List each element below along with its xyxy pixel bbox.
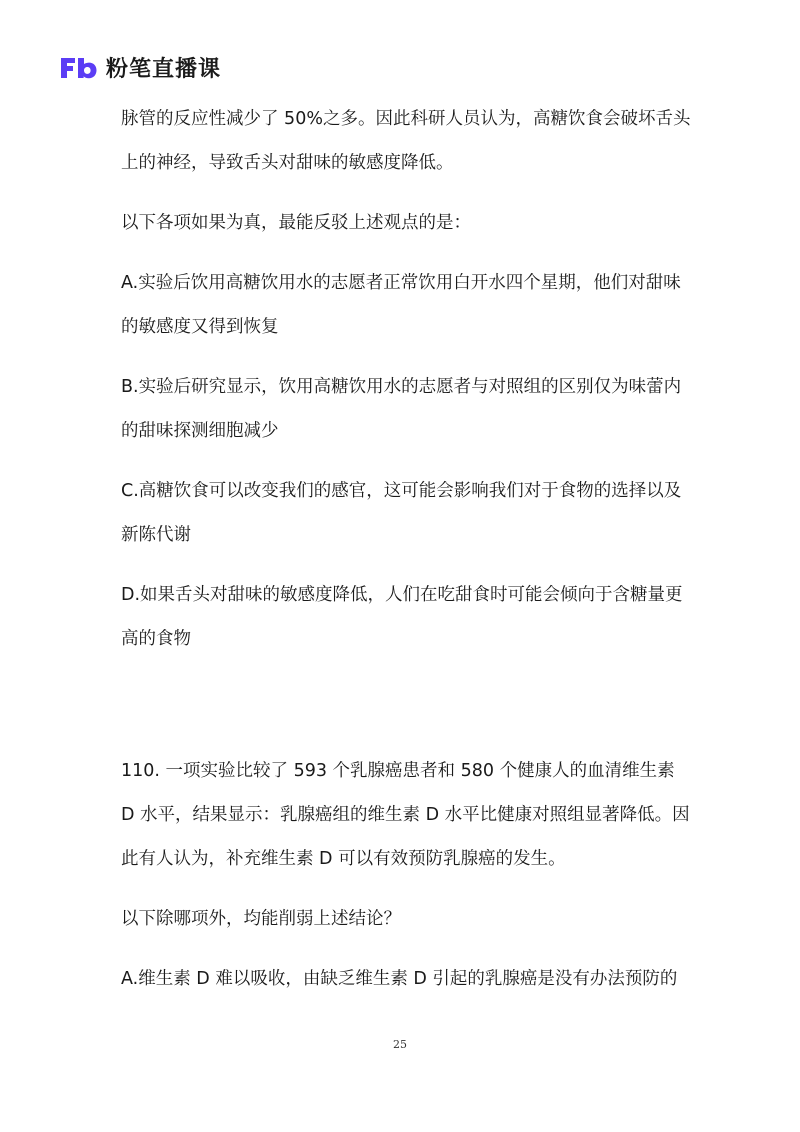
page-number: 25	[393, 1038, 407, 1051]
option-d: D.如果舌头对甜味的敏感度降低，人们在吃甜食时可能会倾向于含糖量更高的食物	[121, 585, 683, 649]
option-b: B.实验后研究显示，饮用高糖饮用水的志愿者与对照组的区别仅为味蕾内的甜味探测细胞减少	[121, 377, 682, 441]
header	[58, 52, 221, 83]
option-a: A.实验后饮用高糖饮用水的志愿者正常饮用白开水四个星期，他们对甜味的敏感度又得到恢复	[121, 273, 681, 337]
question-prompt: 以下除哪项外，均能削弱上述结论？	[121, 909, 401, 929]
document-body	[121, 97, 691, 1017]
brand-name: 粉笔直播课	[106, 57, 222, 82]
question-110-stem: 110. 一项实验比较了 593 个乳腺癌患者和 580 个健康人的血清维生素 D 水平，结果显示：乳腺癌组的维生素 D 水平比健康对照组显著降低。因此有人认为，补充维生素 D 可以有效预防乳腺癌的发生。	[121, 761, 690, 869]
paragraph: 脉管的反应性减少了 50%之多。因此科研人员认为，高糖饮食会破坏舌头上的神经，导致舌头对甜味的敏感度降低。	[121, 109, 691, 173]
option-c: C.高糖饮食可以改变我们的感官，这可能会影响我们对于食物的选择以及新陈代谢	[121, 481, 682, 545]
question-prompt: 以下各项如果为真，最能反驳上述观点的是：	[121, 213, 471, 233]
fenbi-logo-icon	[58, 55, 98, 81]
option-a: A.维生素 D 难以吸收，由缺乏维生素 D 引起的乳腺癌是没有办法预防的	[121, 969, 678, 989]
